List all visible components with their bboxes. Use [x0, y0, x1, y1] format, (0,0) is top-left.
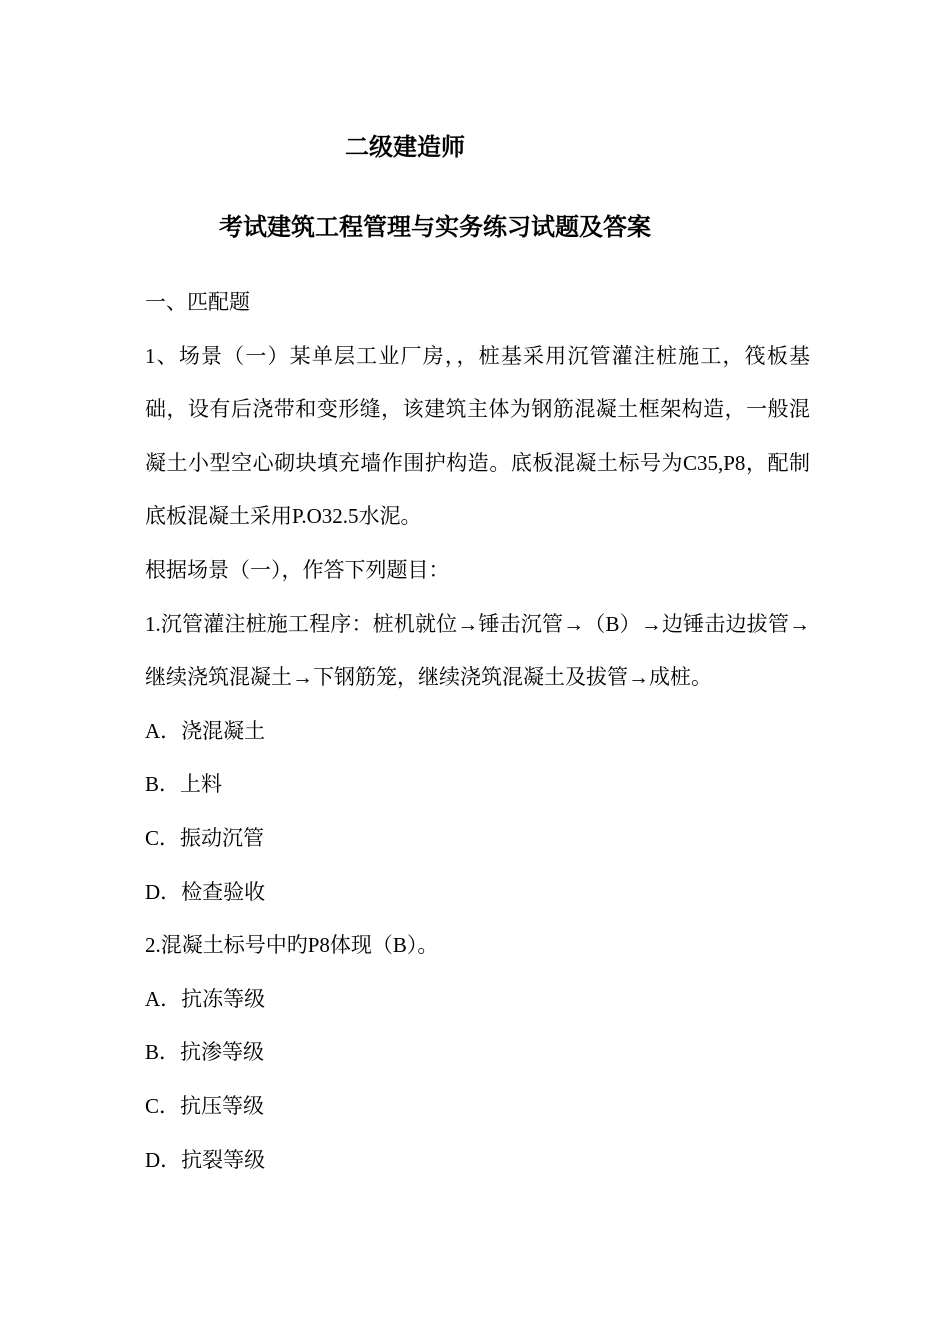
- scenario-paragraph: 1、场景（一）某单层工业厂房，，桩基采用沉管灌注桩施工，筏板基础，设有后浇带和变形缝，该建筑主体为钢筋混凝土框架构造，一般混凝土小型空心砌块填充墙作围护构造。底板混凝土标号为C35,P8，配制底板混凝土采用P.O32.5水泥。: [145, 343, 810, 529]
- question-1-stem: 1.沉管灌注桩施工程序：桩机就位→锤击沉管→（B）→边锤击边拔管→继续浇筑混凝土→下钢筋笼，继续浇筑混凝土及拔管→成桩。: [145, 611, 810, 690]
- document-title: 二级建造师: [345, 135, 465, 161]
- question-2-option-c: C．抗压等级: [145, 1093, 265, 1118]
- question-1-option-c: C．振动沉管: [145, 825, 265, 850]
- document-body: [145, 276, 810, 1187]
- question-1-option-b: B．上料: [145, 772, 223, 797]
- question-2-option-a: A．抗冻等级: [145, 986, 266, 1011]
- question-2-option-b: B．抗渗等级: [145, 1040, 265, 1065]
- question-2-stem: 2.混凝土标号中旳P8体现（B）。: [145, 933, 439, 958]
- question-2-option-d: D．抗裂等级: [145, 1147, 266, 1172]
- question-1-option-d: D．检查验收: [145, 879, 266, 904]
- section-heading: 一、匹配题: [145, 290, 250, 314]
- question-1-option-a: A．浇混凝土: [145, 718, 266, 743]
- instruction-text: 根据场景（一），作答下列题目：: [145, 557, 450, 582]
- document-subtitle: 考试建筑工程管理与实务练习试题及答案: [219, 215, 651, 241]
